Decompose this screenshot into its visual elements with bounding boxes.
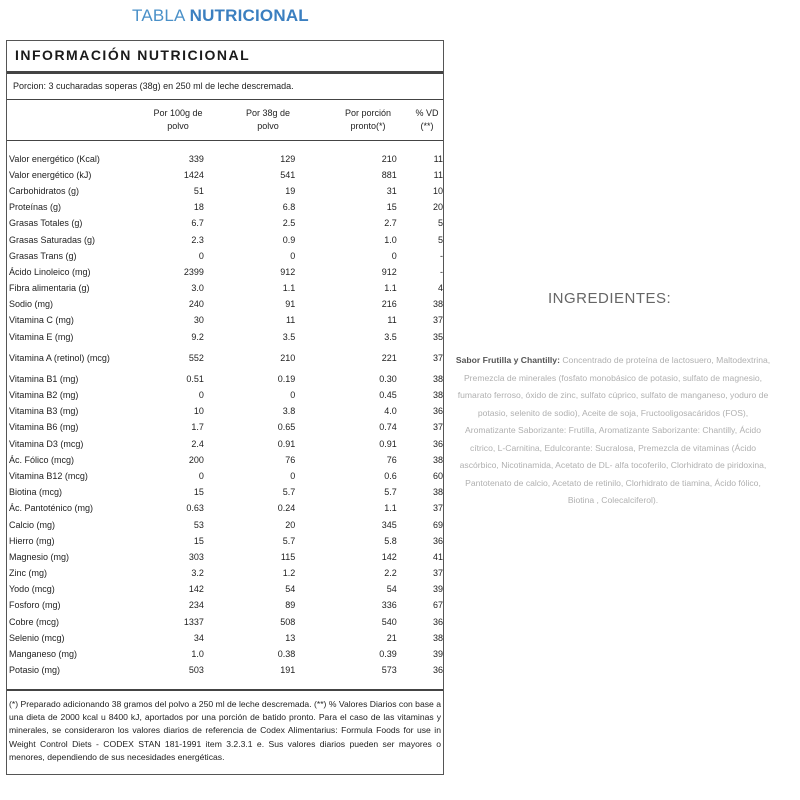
value-per-38g: 0	[290, 470, 296, 481]
header-vd: % VD (**)	[415, 108, 439, 131]
table-row	[7, 216, 443, 232]
value-vd: 11	[433, 169, 443, 180]
value-per-portion: 5.7	[384, 487, 397, 498]
value-per-38g: 0	[290, 390, 296, 401]
header-per-38g: Por 38g de polvo	[245, 108, 291, 131]
value-per-38g: 0.38	[277, 649, 296, 660]
table-row	[7, 387, 443, 403]
value-per-38g: 5.7	[282, 535, 296, 546]
nutrient-name: Hierro (mg)	[9, 535, 55, 546]
value-vd: 38	[432, 299, 443, 310]
portion-text: Porcion: 3 cucharadas soperas (38g) en 250 ml de leche descremada.	[13, 81, 294, 91]
value-per-portion: 216	[381, 299, 397, 310]
value-per-100g: 15	[193, 535, 204, 546]
value-per-38g: 1.1	[282, 283, 296, 294]
table-row	[7, 646, 443, 662]
nutrient-name: Zinc (mg)	[9, 568, 47, 579]
nutrient-name: Vitamina D3 (mcg)	[9, 438, 84, 449]
value-per-portion: 3.5	[384, 331, 397, 342]
value-per-38g: 912	[280, 266, 296, 277]
value-per-100g: 3.0	[191, 283, 204, 294]
heading-light: TABLA	[132, 6, 190, 25]
value-per-100g: 0	[198, 390, 204, 401]
value-per-portion: 11	[387, 315, 397, 326]
value-vd: 39	[432, 649, 443, 660]
value-per-portion: 2.2	[384, 568, 397, 579]
nutrient-name: Potasio (mg)	[9, 665, 61, 676]
value-per-38g: 115	[280, 551, 296, 562]
table-row	[7, 614, 443, 630]
value-vd: 35	[432, 331, 443, 342]
value-per-100g: 3.2	[191, 568, 204, 579]
value-per-38g: 91	[285, 299, 296, 310]
nutrient-name: Vitamina B3 (mg)	[9, 406, 79, 417]
value-per-38g: 129	[280, 153, 296, 164]
nutrient-name: Vitamina B1 (mg)	[9, 373, 79, 384]
value-per-portion: 1.1	[384, 283, 397, 294]
value-per-38g: 20	[285, 519, 296, 530]
value-per-100g: 240	[188, 299, 204, 310]
value-vd: 67	[432, 600, 443, 611]
value-per-100g: 0.63	[186, 503, 204, 514]
value-per-100g: 51	[193, 185, 204, 196]
table-row	[7, 232, 443, 248]
value-per-portion: 15	[386, 202, 397, 213]
value-vd: 4	[437, 283, 443, 294]
value-vd: 36	[432, 535, 443, 546]
value-per-38g: 11	[285, 315, 296, 326]
value-per-38g: 89	[285, 600, 296, 611]
value-per-38g: 54	[285, 584, 296, 595]
nutrient-name: Vitamina E (mg)	[9, 331, 74, 342]
table-row	[7, 167, 443, 183]
nutrient-name: Selenio (mcg)	[9, 632, 65, 643]
value-per-portion: 2.7	[384, 218, 397, 229]
ingredients-text	[452, 352, 774, 510]
nutrient-name: Grasas Saturadas (g)	[9, 234, 96, 245]
nutrient-name: Fibra alimentaria (g)	[9, 283, 90, 294]
value-per-38g: 2.5	[282, 218, 296, 229]
value-per-38g: 0.24	[277, 503, 296, 514]
header-per-portion: Por porción pronto(*)	[344, 108, 392, 131]
nutrient-name: Fosforo (mg)	[9, 600, 61, 611]
value-per-100g: 552	[188, 352, 204, 363]
table-row	[7, 468, 443, 484]
value-per-38g: 1.2	[282, 568, 296, 579]
value-per-portion: 336	[381, 600, 397, 611]
table-row	[7, 329, 443, 345]
nutrient-name: Carbohidratos (g)	[9, 185, 80, 196]
value-per-portion: 142	[381, 551, 397, 562]
value-vd: -	[440, 266, 443, 277]
nutrient-name: Vitamina A (retinol) (mcg)	[9, 352, 110, 363]
footnote: (*) Preparado adicionando 38 gramos del polvo a 250 ml de leche descremada. (**) % Valores Diarios con base a una dieta de 2000 kcal u 8400 kJ, aportados por una porción de batido pronto. Para el caso de las vitaminas y minerales, se consideraron los valores diarios de referencia de Codex Alimentarius: Formula Foods for use in Weight Control Diets - CODEX STAN 181-1991 item 3.2.3.1 e. Sus valores diarios pueden ser mayores o menores, dependiendo de sus necesidades energéticas.	[9, 699, 441, 762]
value-per-100g: 0	[198, 470, 204, 481]
value-per-100g: 503	[188, 665, 204, 676]
value-per-38g: 508	[280, 616, 296, 627]
value-per-100g: 18	[193, 202, 204, 213]
panel-title: INFORMACIÓN NUTRICIONAL	[15, 47, 251, 63]
value-per-38g: 0.65	[277, 422, 296, 433]
value-per-100g: 234	[188, 600, 204, 611]
value-vd: 38	[432, 390, 443, 401]
value-per-100g: 1.7	[191, 422, 204, 433]
divider	[7, 140, 443, 141]
nutrient-name: Vitamina B6 (mg)	[9, 422, 79, 433]
nutrient-name: Yodo (mcg)	[9, 584, 55, 595]
value-per-38g: 76	[285, 454, 296, 465]
value-per-portion: 912	[381, 266, 397, 277]
value-per-portion: 540	[381, 616, 397, 627]
value-per-portion: 31	[386, 185, 397, 196]
value-vd: 60	[432, 470, 443, 481]
heading-bold: NUTRICIONAL	[189, 6, 309, 25]
nutrient-name: Sodio (mg)	[9, 299, 54, 310]
value-per-portion: 345	[381, 519, 397, 530]
table-row	[7, 533, 443, 549]
value-vd: 37	[432, 503, 443, 514]
value-per-100g: 53	[193, 519, 204, 530]
value-per-38g: 191	[280, 665, 296, 676]
value-per-38g: 6.8	[282, 202, 296, 213]
value-per-100g: 2399	[183, 266, 204, 277]
table-row	[7, 436, 443, 452]
value-per-38g: 19	[285, 185, 296, 196]
table-row	[7, 452, 443, 468]
value-vd: 37	[432, 422, 443, 433]
value-per-portion: 0.91	[379, 438, 397, 449]
table-row	[7, 371, 443, 387]
value-per-38g: 541	[280, 169, 296, 180]
nutrient-name: Ác. Fólico (mcg)	[9, 454, 75, 465]
nutrient-name: Grasas Trans (g)	[9, 250, 77, 261]
value-vd: -	[440, 250, 443, 261]
value-per-portion: 881	[381, 169, 397, 180]
nutrient-name: Biotina (mcg)	[9, 487, 63, 498]
nutrient-name: Vitamina B2 (mg)	[9, 390, 79, 401]
value-per-38g: 3.8	[282, 406, 296, 417]
value-per-100g: 303	[188, 551, 204, 562]
value-per-100g: 9.2	[191, 331, 204, 342]
value-per-portion: 0.45	[379, 390, 397, 401]
value-per-38g: 0.91	[277, 438, 296, 449]
table-row	[7, 248, 443, 264]
value-vd: 37	[432, 568, 443, 579]
nutrient-name: Ácido Linoleico (mg)	[9, 266, 91, 277]
header-per-100g: Por 100g de polvo	[153, 108, 203, 131]
value-per-portion: 573	[381, 665, 397, 676]
value-per-38g: 5.7	[282, 487, 296, 498]
value-vd: 36	[432, 438, 443, 449]
value-per-portion: 221	[381, 352, 397, 363]
nutrient-name: Ác. Pantoténico (mg)	[9, 503, 94, 514]
nutrient-name: Grasas Totales (g)	[9, 218, 83, 229]
value-vd: 37	[432, 352, 443, 363]
table-row	[7, 517, 443, 533]
table-row	[7, 598, 443, 614]
value-vd: 41	[432, 551, 443, 562]
table-row	[7, 200, 443, 216]
value-per-portion: 0.74	[379, 422, 397, 433]
value-per-38g: 3.5	[282, 331, 296, 342]
nutrient-name: Vitamina C (mg)	[9, 315, 74, 326]
table-row	[7, 420, 443, 436]
table-row	[7, 566, 443, 582]
value-vd: 10	[432, 185, 443, 196]
value-per-portion: 0.39	[379, 649, 397, 660]
nutrient-name: Valor energético (Kcal)	[9, 153, 100, 164]
value-per-38g: 0.19	[277, 373, 296, 384]
nutrient-name: Proteínas (g)	[9, 202, 62, 213]
value-vd: 36	[432, 406, 443, 417]
nutrition-table	[7, 151, 443, 679]
nutrient-name: Magnesio (mg)	[9, 551, 70, 562]
value-per-38g: 13	[285, 632, 296, 643]
table-row	[7, 663, 443, 679]
value-per-100g: 1.0	[191, 649, 204, 660]
nutrient-name: Vitamina B12 (mcg)	[9, 470, 88, 481]
value-vd: 11	[433, 153, 443, 164]
nutrient-name: Calcio (mg)	[9, 519, 56, 530]
value-per-100g: 339	[188, 153, 204, 164]
value-per-100g: 2.4	[191, 438, 204, 449]
divider	[7, 71, 443, 74]
table-row	[7, 183, 443, 199]
divider	[7, 99, 443, 100]
nutrient-name: Cobre (mcg)	[9, 616, 60, 627]
value-vd: 69	[432, 519, 443, 530]
value-per-portion: 76	[386, 454, 397, 465]
value-vd: 5	[437, 234, 443, 245]
value-per-100g: 1424	[183, 169, 204, 180]
value-vd: 36	[432, 665, 443, 676]
value-per-portion: 210	[381, 153, 397, 164]
table-row	[7, 404, 443, 420]
value-per-portion: 1.0	[384, 234, 397, 245]
table-row	[7, 313, 443, 329]
value-per-100g: 6.7	[191, 218, 204, 229]
table-row	[7, 501, 443, 517]
nutrient-name: Valor energético (kJ)	[9, 169, 92, 180]
ingredients-title: INGREDIENTES:	[548, 290, 672, 307]
value-per-portion: 0.30	[379, 373, 397, 384]
value-per-portion: 4.0	[384, 406, 397, 417]
table-row	[7, 549, 443, 565]
value-per-portion: 1.1	[384, 503, 397, 514]
table-row	[7, 630, 443, 646]
value-vd: 20	[432, 202, 443, 213]
value-vd: 37	[432, 315, 443, 326]
value-per-100g: 1337	[183, 616, 204, 627]
value-per-portion: 0	[391, 250, 397, 261]
value-per-portion: 0.6	[384, 470, 397, 481]
value-per-100g: 200	[188, 454, 204, 465]
value-vd: 39	[432, 584, 443, 595]
value-per-portion: 54	[386, 584, 397, 595]
value-per-portion: 5.8	[384, 535, 397, 546]
table-row	[7, 281, 443, 297]
table-row	[7, 297, 443, 313]
value-per-portion: 21	[386, 632, 397, 643]
value-vd: 5	[437, 218, 443, 229]
ingredients-list: Concentrado de proteína de lactosuero, Maltodextrina, Premezcla de minerales (fosfato monobásico de potasio, sulfato de magnesio, fumarato ferroso, óxido de zinc, sulfato cúprico, sulfato de manganeso, yoduro de potasio, selenito de sodio), Aceite de soja, Fructooligosacáridos (FOS), Aromatizante Saborizante: Frutilla, Aromatizante Saborizante: Chantilly, Ácido cítrico, L-Carnitina, Edulcorante: Sucralosa, Premezcla de vitaminas (Ácido ascórbico, Nicotinamida, Acetato de DL- alfa tocoferilo, Clorhidrato de piridoxina, Pantotenato de calcio, Acetato de retinilo, Clorhidrato de tiamina, Ácido fólico, Biotina , Colecalciferol).	[457, 355, 771, 505]
value-vd: 38	[432, 373, 443, 384]
value-per-100g: 10	[193, 406, 204, 417]
page-heading	[132, 6, 309, 26]
value-vd: 38	[432, 487, 443, 498]
value-per-100g: 34	[193, 632, 204, 643]
value-per-38g: 0.9	[282, 234, 296, 245]
nutrition-panel	[6, 40, 444, 775]
value-per-100g: 0.51	[186, 373, 204, 384]
table-row	[7, 264, 443, 280]
table-row	[7, 485, 443, 501]
value-per-100g: 142	[188, 584, 204, 595]
value-per-100g: 2.3	[191, 234, 204, 245]
ingredients-label: Sabor Frutilla y Chantilly:	[455, 355, 560, 365]
value-per-100g: 0	[198, 250, 204, 261]
table-row	[7, 345, 443, 371]
table-row	[7, 151, 443, 167]
divider	[7, 689, 443, 691]
value-per-38g: 210	[280, 352, 296, 363]
value-per-38g: 0	[290, 250, 296, 261]
value-vd: 38	[432, 454, 443, 465]
value-per-100g: 30	[193, 315, 204, 326]
value-vd: 36	[432, 616, 443, 627]
value-vd: 38	[432, 632, 443, 643]
nutrient-name: Manganeso (mg)	[9, 649, 78, 660]
table-row	[7, 582, 443, 598]
value-per-100g: 15	[193, 487, 204, 498]
